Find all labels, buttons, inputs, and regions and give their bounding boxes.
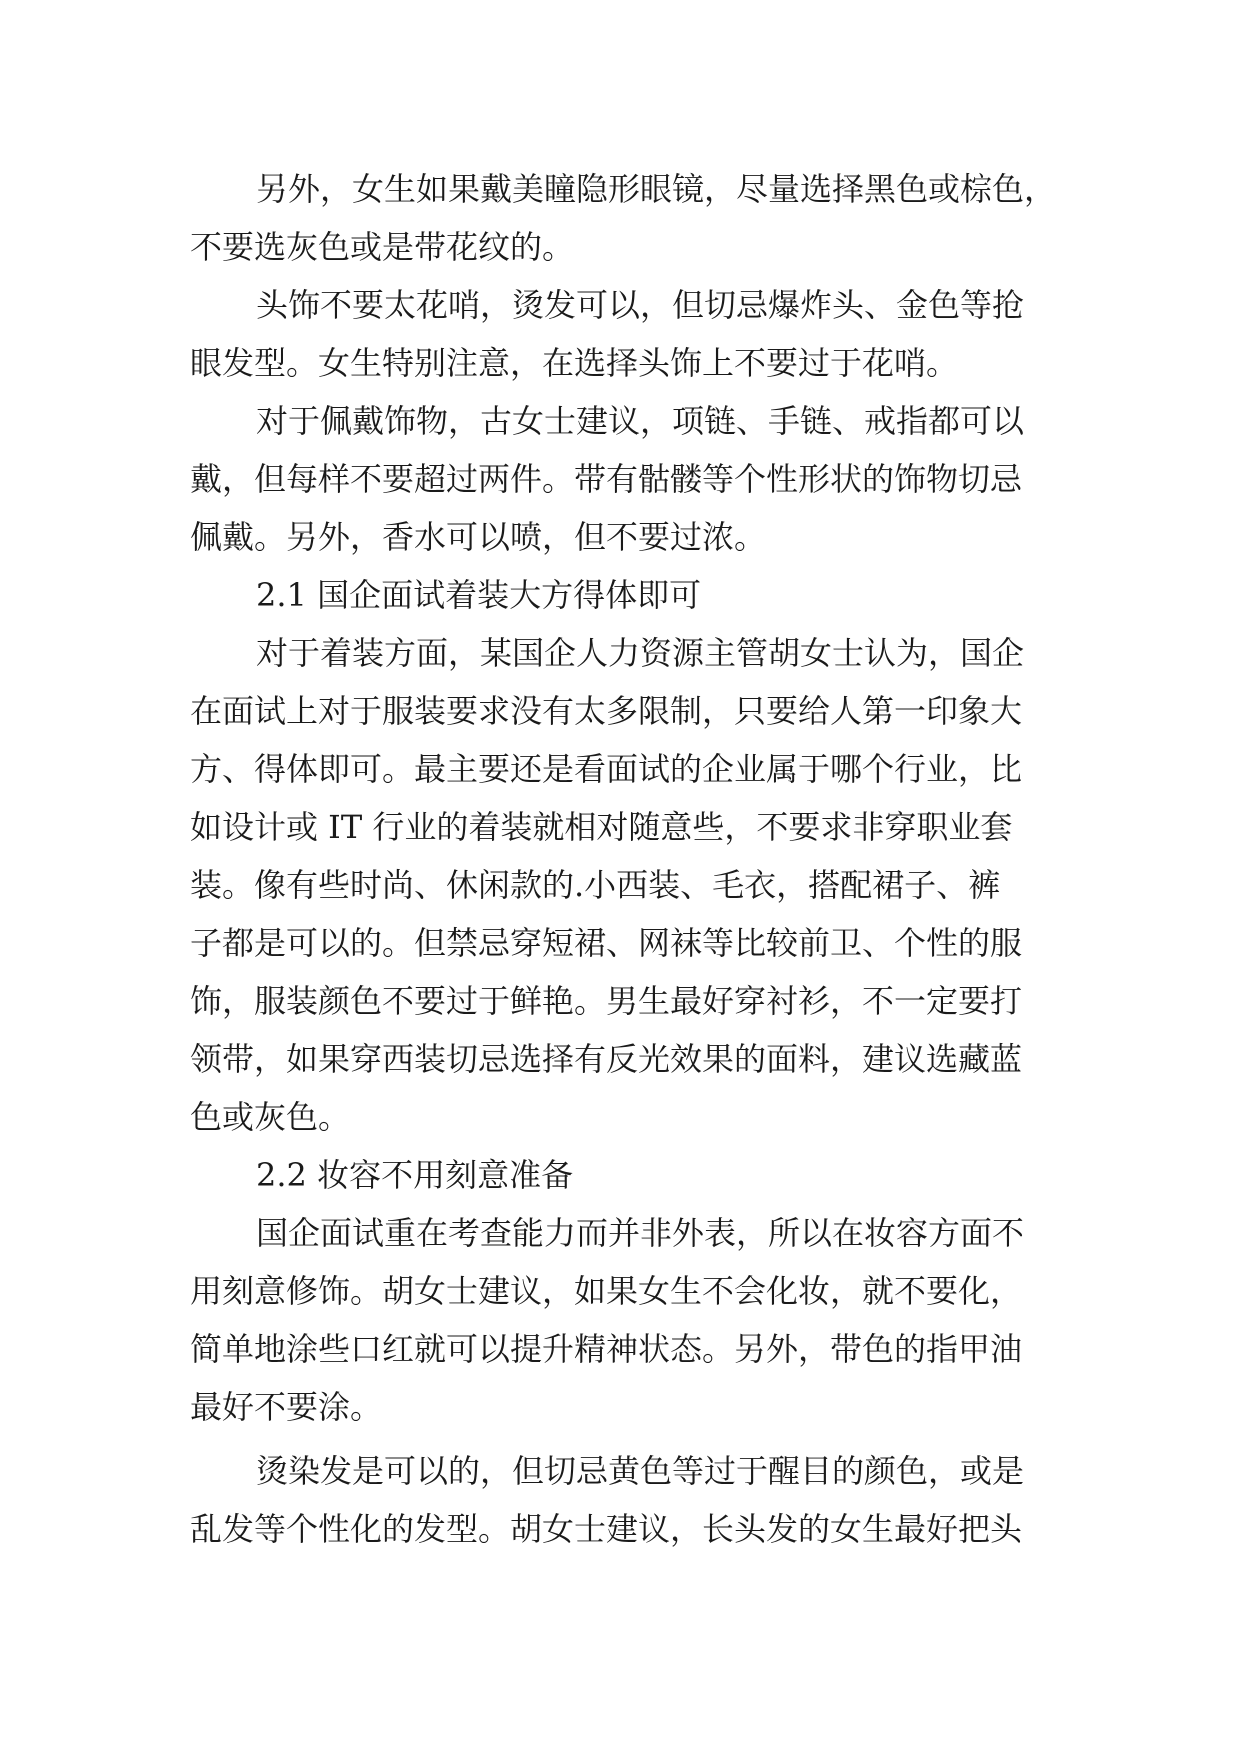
paragraph-line: 子都是可以的。但禁忌穿短裙、网袜等比较前卫、个性的服 xyxy=(190,924,1023,962)
paragraph-line: 如设计或 IT 行业的着装就相对随意些，不要求非穿职业套 xyxy=(190,808,1013,846)
paragraph-line: 简单地涂些口红就可以提升精神状态。另外，带色的指甲油 xyxy=(190,1330,1023,1368)
paragraph-line: 佩戴。另外，香水可以喷，但不要过浓。 xyxy=(190,518,767,556)
paragraph-line: 方、得体即可。最主要还是看面试的企业属于哪个行业，比 xyxy=(190,750,1023,788)
paragraph-line: 眼发型。女生特别注意，在选择头饰上不要过于花哨。 xyxy=(190,344,959,382)
paragraph-line: 饰，服装颜色不要过于鲜艳。男生最好穿衬衫，不一定要打 xyxy=(190,982,1023,1020)
paragraph-line: 最好不要涂。 xyxy=(190,1388,383,1426)
paragraph-line: 用刻意修饰。胡女士建议，如果女生不会化妆，就不要化， xyxy=(190,1272,1023,1310)
paragraph-line: 另外，女生如果戴美瞳隐形眼镜，尽量选择黑色或棕色， xyxy=(256,170,1057,208)
paragraph-line: 不要选灰色或是带花纹的。 xyxy=(190,228,575,266)
paragraph-line: 头饰不要太花哨，烫发可以，但切忌爆炸头、金色等抢 xyxy=(256,286,1025,324)
paragraph-line: 烫染发是可以的，但切忌黄色等过于醒目的颜色，或是 xyxy=(256,1452,1025,1490)
paragraph-line: 乱发等个性化的发型。胡女士建议，长头发的女生最好把头 xyxy=(190,1510,1023,1548)
section-heading: 2.1 国企面试着装大方得体即可 xyxy=(256,576,702,614)
paragraph-line: 戴，但每样不要超过两件。带有骷髅等个性形状的饰物切忌 xyxy=(190,460,1023,498)
paragraph-line: 对于着装方面，某国企人力资源主管胡女士认为，国企 xyxy=(256,634,1025,672)
paragraph-line: 国企面试重在考查能力而并非外表，所以在妆容方面不 xyxy=(256,1214,1025,1252)
document-body xyxy=(190,160,1070,1558)
paragraph-line: 装。像有些时尚、休闲款的.小西装、毛衣，搭配裙子、裤 xyxy=(190,866,1001,904)
paragraph-line: 对于佩戴饰物，古女士建议，项链、手链、戒指都可以 xyxy=(256,402,1025,440)
paragraph-line: 领带，如果穿西装切忌选择有反光效果的面料，建议选藏蓝 xyxy=(190,1040,1023,1078)
paragraph-line: 在面试上对于服装要求没有太多限制，只要给人第一印象大 xyxy=(190,692,1023,730)
section-heading: 2.2 妆容不用刻意准备 xyxy=(256,1156,574,1194)
paragraph-line: 色或灰色。 xyxy=(190,1098,351,1136)
